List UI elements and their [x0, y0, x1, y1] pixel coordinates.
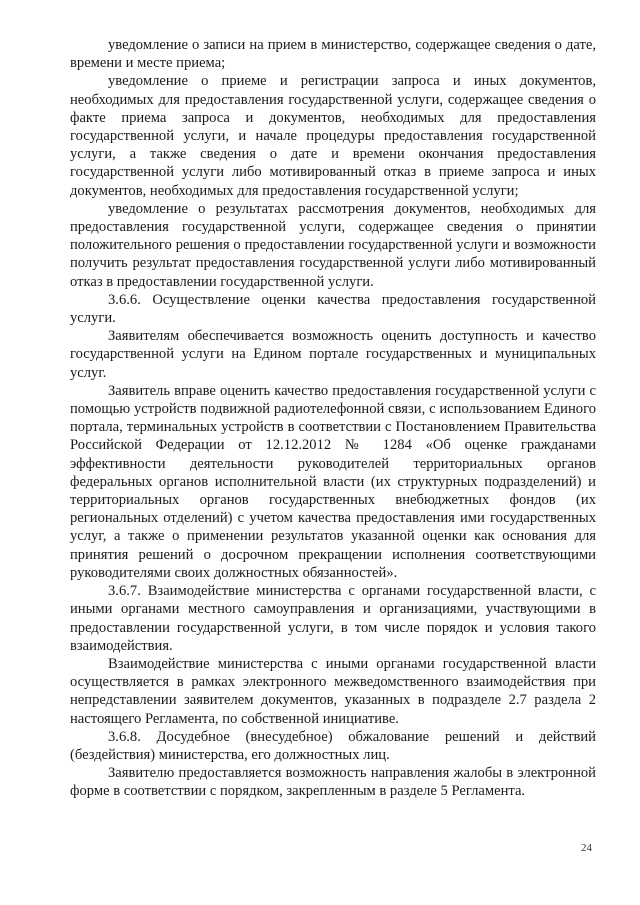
page-number: 24	[581, 842, 592, 854]
paragraph-complaint-submission: Заявителю предоставляется возможность направления жалобы в электронной форме в соответствии с порядком, закрепленным в разделе 5 Регламента.	[70, 765, 596, 800]
section-heading-3-6-6: 3.6.6. Осуществление оценки качества предоставления государственной услуги.	[70, 291, 596, 327]
paragraph-results-notice: уведомление о результатах рассмотрения документов, необходимых для предоставления государственной услуги, содержащее сведения о принятии положительного решения о предоставлении государственной услуги и возможности получить результат предоставления государственной услуги либо мотивированный отказ в предоставлении государственной услуги.	[70, 200, 596, 290]
section-heading-3-6-7: 3.6.7. Взаимодействие министерства с органами государственной власти, с иными органами местного самоуправления и организациями, участвующими в предоставлении государственной услуги, в том числе порядок и условия такого взаимодействия.	[70, 583, 596, 654]
paragraph-quality-assessment: Заявителям обеспечивается возможность оценить доступность и качество государственной услуги на Едином портале государственных и муниципальных услуг.	[70, 328, 596, 381]
paragraph-applicant-rating: Заявитель вправе оценить качество предоставления государственной услуги с помощью устройств подвижной радиотелефонной связи, с использованием Единого портала, терминальных устройств в соответствии с Постановлением Правительства Российской Федерации от 12.12.2012 № 1284 «Об оценке гражданами эффективности деятельности руководителей территориальных органов федеральных органов исполнительной власти (их структурных подразделений) и территориальных органов государственных внебюджетных фондов (их региональных отделений) с учетом качества предоставления ими государственных услуг, а также о применении результатов указанной оценки как основания для принятия решений о досрочном прекращении исполнения соответствующими руководителями своих должностных обязанностей».	[70, 382, 596, 581]
section-heading-3-6-8: 3.6.8. Досудебное (внесудебное) обжалование решений и действий (бездействия) министерства, его должностных лиц.	[70, 728, 596, 763]
document-body	[70, 36, 596, 801]
paragraph-registration-notice: уведомление о приеме и регистрации запроса и иных документов, необходимых для предоставления государственной услуги, содержащее сведения о факте приема запроса и документов, необходимых для предоставления государственной услуги, и начале процедуры предоставления государственной услуги, а также сведения о дате и времени окончания предоставления государственной услуги либо мотивированный отказ в приеме запроса и иных документов, необходимых для предоставления государственной услуги;	[70, 73, 596, 199]
paragraph-interagency-interaction: Взаимодействие министерства с иными органами государственной власти осуществляется в рамках электронного межведомственного взаимодействия при непредставлении заявителем документов, указанных в подразделе 2.7 раздела 2 настоящего Регламента, по собственной инициативе.	[70, 655, 596, 727]
paragraph-appointment-notice: уведомление о записи на прием в министерство, содержащее сведения о дате, времени и месте приема;	[70, 37, 596, 72]
